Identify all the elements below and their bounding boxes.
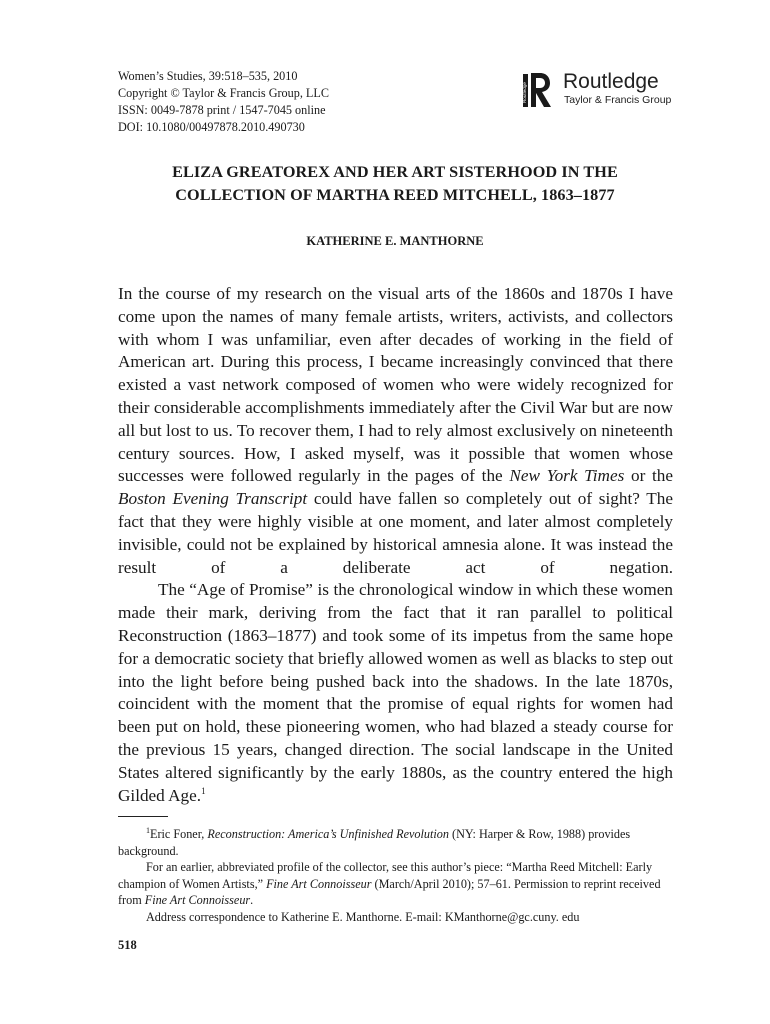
footnote-1 <box>118 826 673 859</box>
page-number: 518 <box>118 938 137 952</box>
paragraph-2 <box>118 579 673 807</box>
paragraph-2-text: The “Age of Promise” is the chronological window in which these women made their mark, deriving from the fact that it ran parallel to political Reconstruction (1863–1877) and took some of its impetus from the same hope for a democratic society that briefly allowed women as well as blacks to step out into the light before being pushed back into the shadows. In the late 1870s, coincident with the moment that the promise of equal rights for women had been put on hold, these pioneering women, who had blazed a steady course for the previous 15 years, changed direction. The social landscape in the United States altered significantly by the early 1880s, as the country entered the high Gilded Age. <box>118 580 673 805</box>
italic-title-boston-evening-transcript: Boston Evening Transcript <box>118 489 308 509</box>
copyright-line: Copyright © Taylor & Francis Group, LLC <box>118 86 329 100</box>
journal-citation: Women’s Studies, 39:518–535, 2010 <box>118 69 298 83</box>
doi-text[interactable]: DOI: 10.1080/00497878.2010.490730 <box>118 120 305 134</box>
footnote-divider <box>118 816 168 817</box>
article-body <box>118 283 673 807</box>
footnote-ref-1[interactable]: 1 <box>201 785 206 796</box>
doi-line[interactable] <box>118 119 329 136</box>
paragraph-1-text: In the course of my research on the visual arts of the 1860s and 1870s I have come upon the names of many female artists, writers, activists, and collectors with whom I was unfamiliar, even after decades of working in the field of American art. During this process, I became increasingly convinced that there existed a vast network composed of women who were widely recognized for their considerable accomplishments immediately after the Civil War but are now all but lost to us. To recover them, I had to rely almost exclusively on nineteenth century sources. How, I asked myself, was it possible that women whose successes were followed regularly in the pages of the <box>118 284 673 486</box>
footnote-1-text: (NY: Harper & Row, 1988) provides background. <box>118 827 631 858</box>
publisher-subtitle: Taylor & Francis Group <box>564 94 672 106</box>
title-line-2: COLLECTION OF MARTHA REED MITCHELL, 1863–1877 <box>175 186 615 204</box>
journal-metadata <box>118 68 329 136</box>
title-line-1: ELIZA GREATOREX AND HER ART SISTERHOOD IN THE <box>172 163 618 181</box>
article-author: KATHERINE E. MANTHORNE <box>306 234 484 248</box>
article-title <box>110 161 680 207</box>
issn-line: ISSN: 0049-7878 print / 1547-7045 online <box>118 103 326 117</box>
footnote-2-journal: Fine Art Connoisseur <box>144 893 251 908</box>
paragraph-1-text: could have fallen so completely out of sight? The fact that they were highly visible at one moment, and later almost completely invisible, could not be explained by historical amnesia alone. It was instead the result of a deliberate act of negation. <box>118 489 673 577</box>
correspondence-note <box>118 909 673 926</box>
publisher-logo <box>523 70 683 110</box>
paragraph-1-text: or the <box>624 466 673 486</box>
logo-side-text: Routledge <box>522 82 528 103</box>
footnote-2-journal: Fine Art Connoisseur <box>266 876 372 891</box>
footnote-2-text: (March/April 2010); 57–61. Permission to reprint received from <box>118 876 661 908</box>
footnote-1-book-title: Reconstruction: America’s Unfinished Revolution <box>207 827 449 841</box>
footnote-1-text: Eric Foner, <box>150 827 208 841</box>
routledge-r-logo-icon <box>523 70 553 110</box>
publisher-name: Routledge <box>563 70 659 93</box>
footnote-2-text: . <box>250 893 254 908</box>
correspondence-text: Address correspondence to Katherine E. Manthorne. E-mail: KManthorne@gc.cuny. edu <box>146 909 580 924</box>
footnote-2-text: For an earlier, abbreviated profile of the collector, see this author’s piece: “Martha Reed Mitchell: Early champion of Women Artists,” <box>118 860 653 891</box>
italic-title-new-york-times: New York Times <box>509 466 625 486</box>
paragraph-1 <box>118 283 673 579</box>
footnote-2 <box>118 859 673 909</box>
footnotes <box>118 826 673 926</box>
footnote-mark-1: 1 <box>146 826 150 835</box>
